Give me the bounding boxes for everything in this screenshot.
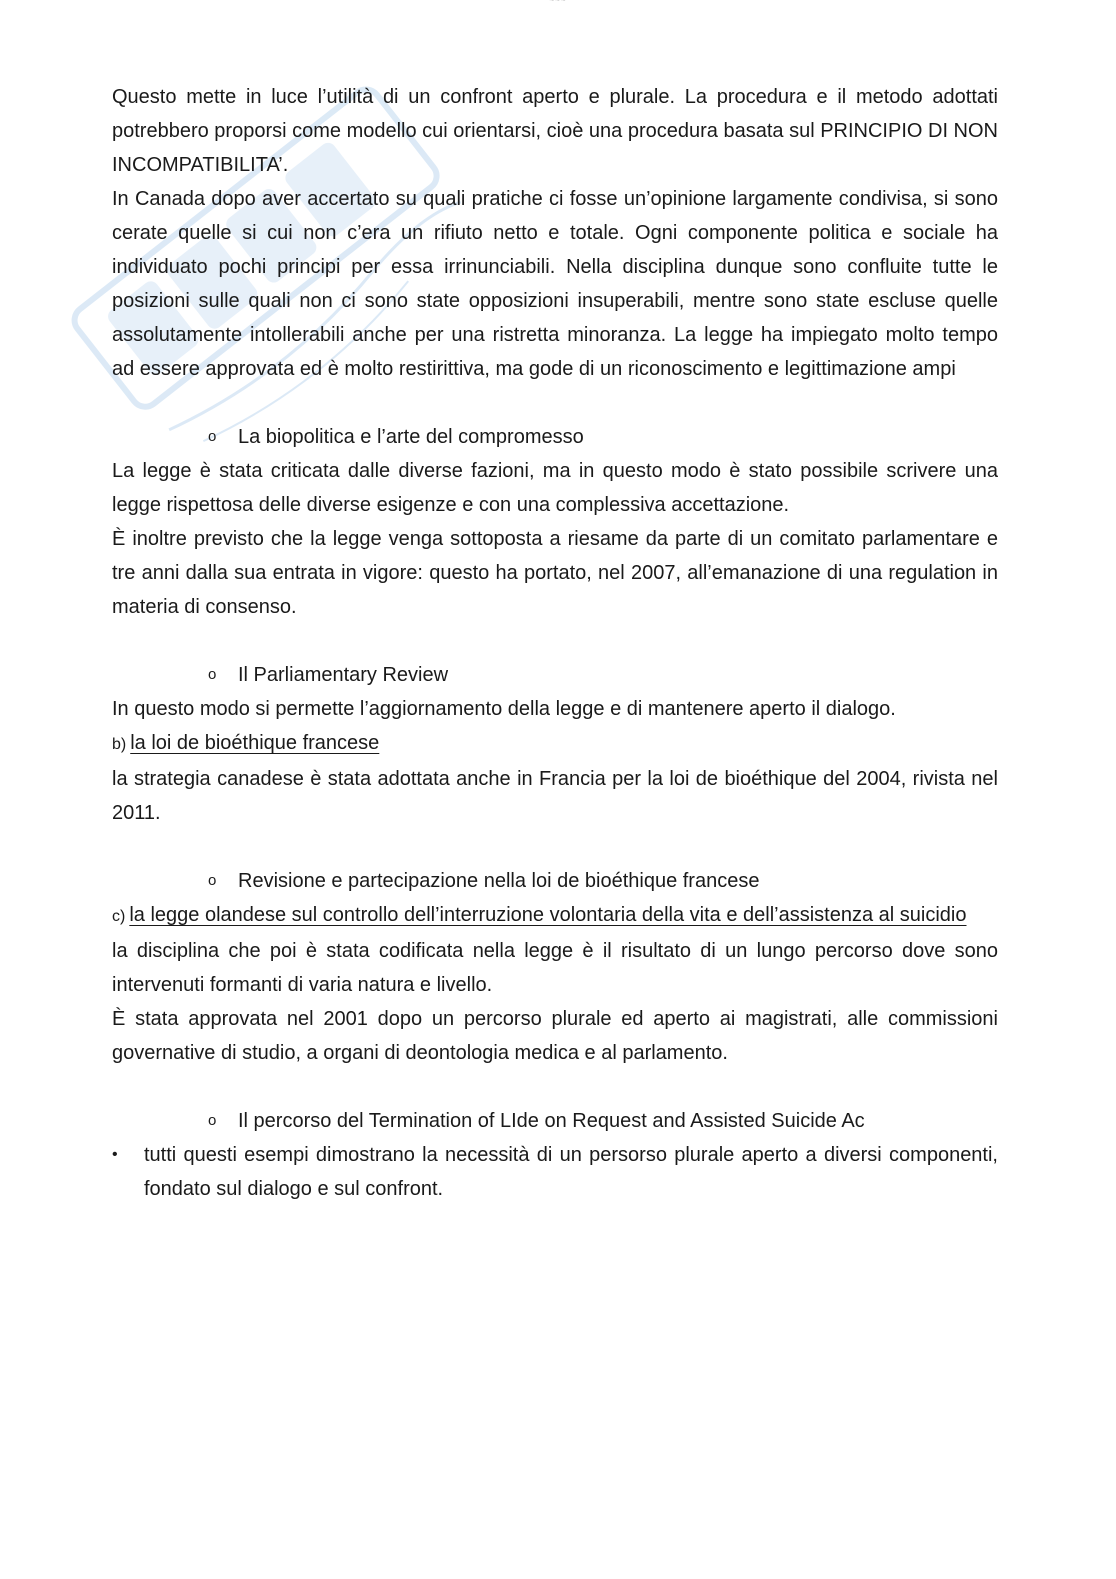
letter-marker: b)	[112, 736, 127, 753]
document-body	[112, 80, 998, 1206]
circle-bullet: o	[208, 1112, 217, 1129]
bullet-item-conclusione	[112, 1138, 998, 1206]
paragraph-conclusione: tutti questi esempi dimostrano la necessità di un persorso plurale aperto a diversi componenti, fondato sul dialogo e sul confront.	[144, 1144, 998, 1200]
paragraph-francia: la strategia canadese è stata adottata anche in Francia per la loi de bioéthique del 2004, rivista nel 2011.	[112, 768, 998, 824]
letter-marker: c)	[112, 908, 126, 925]
lettered-item-c	[112, 898, 998, 934]
lettered-heading: la legge olandese sul controllo dell’interruzione volontaria della vita e dell’assistenza al suicidio	[129, 904, 967, 926]
paragraph-critica: La legge è stata criticata dalle diverse fazioni, ma in questo modo è stato possibile scrivere una legge rispettosa delle diverse esigenze e con una complessiva accettazione.	[112, 460, 998, 516]
circle-bullet: o	[208, 872, 217, 889]
subheading-label: Il Parliamentary Review	[238, 664, 449, 686]
circle-bullet: o	[208, 666, 217, 683]
paragraph-riesame: È inoltre previsto che la legge venga sottoposta a riesame da parte di un comitato parlamentare e tre anni dalla sua entrata in vigore: questo ha portato, nel 2007, all’emanazione di una regulation in materia di consenso.	[112, 528, 998, 618]
paragraph-canada: In Canada dopo aver accertato su quali pratiche ci fosse un’opinione largamente condivisa, si sono cerate quelle si cui non c’era un rifiuto netto e totale. Ogni componente politica e sociale ha individuato pochi principi per essa irrinunciabili. Nella disciplina dunque sono confluite tutte le posizioni sulle quali non ci sono state opposizioni insuperabili, mentre sono state escluse quelle assolutamente intollerabili anche per una ristretta minoranza. La legge ha impiegato molto tempo ad essere approvata ed è molto restirittiva, ma gode di un riconoscimento e legittimazione ampi	[112, 188, 998, 380]
paragraph-disciplina: la disciplina che poi è stata codificata nella legge è il risultato di un lungo percorso dove sono intervenuti formanti di varia natura e livello.	[112, 940, 998, 996]
circle-bullet: o	[208, 428, 217, 445]
subheading-label: Il percorso del Termination of LIde on Request and Assisted Suicide Ac	[238, 1110, 865, 1132]
paragraph-approvata: È stata approvata nel 2001 dopo un percorso plurale ed aperto ai magistrati, alle commissioni governative di studio, a organi di deontologia medica e al parlamento.	[112, 1008, 998, 1064]
subheading-revisione	[112, 864, 998, 898]
subheading-termination	[112, 1104, 998, 1138]
subheading-label: La biopolitica e l’arte del compromesso	[238, 426, 584, 448]
page-header-mark: ~~~	[549, 0, 567, 5]
subheading-biopolitica	[112, 420, 998, 454]
subheading-label: Revisione e partecipazione nella loi de bioéthique francese	[238, 870, 760, 892]
subheading-parliamentary-review	[112, 658, 998, 692]
paragraph-aggiornamento: In questo modo si permette l’aggiornamento della legge e di mantenere aperto il dialogo.	[112, 698, 896, 720]
paragraph-principio: Questo mette in luce l’utilità di un confront aperto e plurale. La procedura e il metodo adottati potrebbero proporsi come modello cui orientarsi, cioè una procedura basata sul PRINCIPIO DI NON INCOMPATIBILITA’.	[112, 86, 998, 176]
lettered-item-b	[112, 726, 998, 762]
dot-bullet: •	[112, 1146, 118, 1163]
lettered-heading: la loi de bioéthique francese	[130, 732, 380, 754]
